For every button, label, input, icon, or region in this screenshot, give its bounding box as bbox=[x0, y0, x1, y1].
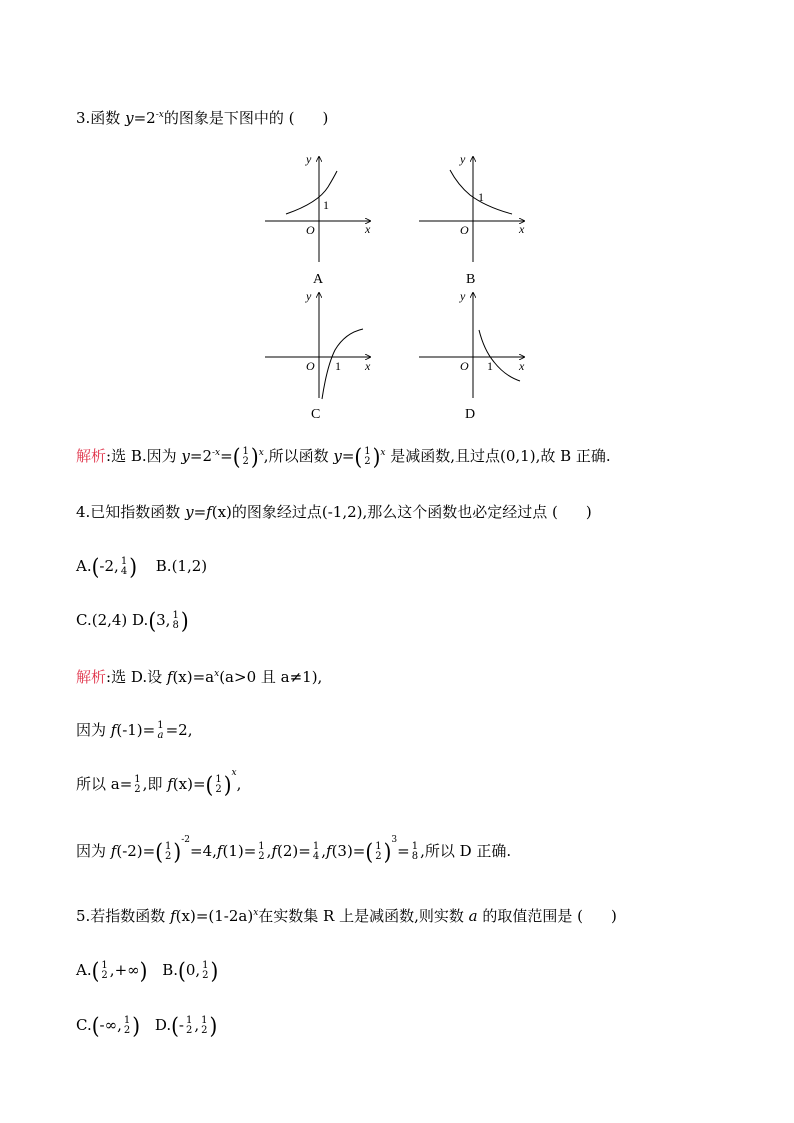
graph-b bbox=[419, 152, 525, 287]
graph-a-one: 1 bbox=[323, 198, 329, 212]
graph-d-ylabel: y bbox=[460, 289, 466, 303]
q3-stem: 3.函数 $y=2^{-x}$的图象是下图中的 ( ) bbox=[76, 109, 329, 127]
analysis-label: 解析 bbox=[76, 447, 107, 465]
q4-stem: 4.已知指数函数 y=f(x)的图象经过点(-1,2),那么这个函数也必定经过点 ( ) bbox=[76, 503, 592, 521]
graph-a-caption: A bbox=[313, 272, 324, 287]
graph-d bbox=[419, 289, 525, 422]
q4-analysis-3: 所以 a= 1 2 ,即 f(x)=( 1 2 )$^x$, bbox=[76, 768, 242, 799]
graph-d-xlabel: x bbox=[519, 359, 525, 373]
q4-analysis-4: 因为 f(-2)=( 1 2 )$^{-2}$=4,f(1)= 1 2 ,f(2)= 1 4 ,f(3)=( 1 2 )$^3$= 1 8 ,所以 D 正确. bbox=[76, 835, 512, 866]
graph-c-one: 1 bbox=[335, 359, 341, 373]
graph-c-caption: C bbox=[311, 407, 321, 422]
graph-a-xlabel: x bbox=[365, 222, 371, 236]
graph-d-origin: O bbox=[460, 359, 469, 373]
graph-a-ylabel: y bbox=[306, 152, 312, 166]
q4-options-ab: A.(-2, 1 4 ) B.(1,2) bbox=[76, 553, 208, 581]
q3-analysis: 解析:选 B.因为 $y=2^{-x}=$( 1 2 )$^x$,所以函数 y=( 1 2 )$^x$ 是减函数,且过点(0,1),故 B 正确. bbox=[76, 443, 611, 471]
q4-analysis-2: 因为 f(-1)= 1 a =2, bbox=[76, 720, 193, 741]
graph-b-origin: O bbox=[460, 223, 469, 237]
q5-options-cd: C.(-∞, 1 2 ) D.(- 1 2 , 1 2 ) bbox=[76, 1012, 218, 1040]
graph-d-one: 1 bbox=[487, 359, 493, 373]
graph-a-origin: O bbox=[306, 223, 315, 237]
graph-b-one: 1 bbox=[478, 190, 484, 204]
q4-options-cd: C.(2,4) D.(3, 1 8 ) bbox=[76, 607, 189, 635]
analysis-label: 解析 bbox=[76, 668, 107, 686]
graph-c-ylabel: y bbox=[306, 289, 312, 303]
q5-options-ab: A.( 1 2 ,+∞) B.(0, 1 2 ) bbox=[76, 957, 219, 985]
graph-b-xlabel: x bbox=[519, 222, 525, 236]
graph-a bbox=[265, 152, 371, 287]
graph-b-caption: B bbox=[466, 272, 476, 287]
q4-analysis-1: 解析:选 D.设 $f(x)=a^x(a>0$ 且 a≠1), bbox=[76, 668, 323, 686]
graph-c-origin: O bbox=[306, 359, 315, 373]
graph-d-caption: D bbox=[465, 407, 476, 422]
q3-graphs bbox=[0, 0, 794, 440]
q5-stem: 5.若指数函数 $f(x)=(1-2a)^x$在实数集 R 上是减函数,则实数 a 的取值范围是 ( ) bbox=[76, 907, 617, 925]
graph-c-xlabel: x bbox=[365, 359, 371, 373]
graph-b-ylabel: y bbox=[460, 152, 466, 166]
graph-c bbox=[265, 289, 371, 422]
